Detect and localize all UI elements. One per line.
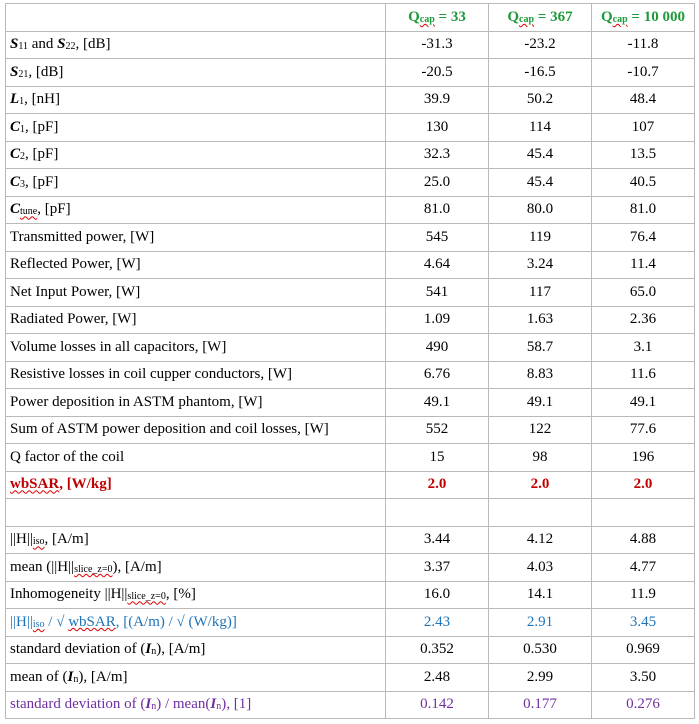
- table-row: [6, 251, 695, 279]
- value-cell: 11.6: [592, 361, 695, 389]
- value-cell: 0.969: [592, 636, 695, 664]
- row-label: Inhomogeneity ||H||slice_z=0, [%]: [6, 581, 386, 609]
- value-cell: 6.76: [386, 361, 489, 389]
- blank-cell: [489, 499, 592, 527]
- row-label: Volume losses in all capacitors, [W]: [6, 334, 386, 362]
- row-label: wbSAR, [W/kg]: [6, 471, 386, 499]
- value-cell: 16.0: [386, 581, 489, 609]
- value-cell: 3.1: [592, 334, 695, 362]
- header-row: [6, 4, 695, 32]
- value-cell: 541: [386, 279, 489, 307]
- value-cell: -11.8: [592, 31, 695, 59]
- row-label: Transmitted power, [W]: [6, 224, 386, 252]
- value-cell: 48.4: [592, 86, 695, 114]
- value-cell: 49.1: [386, 389, 489, 417]
- value-cell: 76.4: [592, 224, 695, 252]
- value-cell: -10.7: [592, 59, 695, 87]
- value-cell: -16.5: [489, 59, 592, 87]
- row-label: standard deviation of (In), [A/m]: [6, 636, 386, 664]
- table-row: [6, 554, 695, 582]
- table-row: [6, 141, 695, 169]
- value-cell: 3.24: [489, 251, 592, 279]
- value-cell: 3.45: [592, 609, 695, 637]
- table-row: [6, 444, 695, 472]
- table-row: [6, 86, 695, 114]
- row-label: standard deviation of (In) / mean(In), [1]: [6, 691, 386, 719]
- value-cell: 2.0: [489, 471, 592, 499]
- value-cell: -31.3: [386, 31, 489, 59]
- value-cell: 45.4: [489, 169, 592, 197]
- value-cell: 40.5: [592, 169, 695, 197]
- value-cell: 0.352: [386, 636, 489, 664]
- row-label: ||H||iso / √ wbSAR, [(A/m) / √ (W/kg)]: [6, 609, 386, 637]
- table-row-wbsar: [6, 471, 695, 499]
- row-label: mean (||H||slice_z=0), [A/m]: [6, 554, 386, 582]
- row-label: S11 and S22, [dB]: [6, 31, 386, 59]
- header-qcap-367: Qcap = 367: [489, 4, 592, 32]
- table-row: [6, 169, 695, 197]
- value-cell: 45.4: [489, 141, 592, 169]
- row-label: Q factor of the coil: [6, 444, 386, 472]
- table-row: [6, 196, 695, 224]
- table-row: [6, 389, 695, 417]
- value-cell: 490: [386, 334, 489, 362]
- row-label: Net Input Power, [W]: [6, 279, 386, 307]
- value-cell: 49.1: [489, 389, 592, 417]
- value-cell: 80.0: [489, 196, 592, 224]
- table-row-ratio: [6, 691, 695, 719]
- blank-cell: [6, 499, 386, 527]
- value-cell: 4.12: [489, 526, 592, 554]
- value-cell: 0.142: [386, 691, 489, 719]
- row-label: C3, [pF]: [6, 169, 386, 197]
- value-cell: 4.64: [386, 251, 489, 279]
- table-row: [6, 114, 695, 142]
- value-cell: 3.50: [592, 664, 695, 692]
- table-row: [6, 31, 695, 59]
- value-cell: -20.5: [386, 59, 489, 87]
- row-label: C2, [pF]: [6, 141, 386, 169]
- value-cell: 122: [489, 416, 592, 444]
- row-label: ||H||iso, [A/m]: [6, 526, 386, 554]
- header-empty-cell: [6, 4, 386, 32]
- row-label: Reflected Power, [W]: [6, 251, 386, 279]
- value-cell: 545: [386, 224, 489, 252]
- table-row: [6, 361, 695, 389]
- value-cell: 8.83: [489, 361, 592, 389]
- table-row: [6, 224, 695, 252]
- value-cell: 2.43: [386, 609, 489, 637]
- value-cell: 11.9: [592, 581, 695, 609]
- row-label: Power deposition in ASTM phantom, [W]: [6, 389, 386, 417]
- header-qcap-33: Qcap = 33: [386, 4, 489, 32]
- value-cell: 3.44: [386, 526, 489, 554]
- value-cell: 0.276: [592, 691, 695, 719]
- table-row: [6, 334, 695, 362]
- value-cell: 81.0: [386, 196, 489, 224]
- value-cell: 2.91: [489, 609, 592, 637]
- value-cell: 58.7: [489, 334, 592, 362]
- value-cell: 4.77: [592, 554, 695, 582]
- row-label: L1, [nH]: [6, 86, 386, 114]
- value-cell: 4.03: [489, 554, 592, 582]
- value-cell: 98: [489, 444, 592, 472]
- value-cell: 65.0: [592, 279, 695, 307]
- value-cell: 11.4: [592, 251, 695, 279]
- table-row: [6, 416, 695, 444]
- value-cell: 1.09: [386, 306, 489, 334]
- table-row: [6, 59, 695, 87]
- value-cell: 50.2: [489, 86, 592, 114]
- row-label: S21, [dB]: [6, 59, 386, 87]
- value-cell: 117: [489, 279, 592, 307]
- row-label: Sum of ASTM power deposition and coil losses, [W]: [6, 416, 386, 444]
- value-cell: 2.0: [592, 471, 695, 499]
- table-row-h-over-sar: [6, 609, 695, 637]
- results-table: [5, 3, 695, 719]
- value-cell: 14.1: [489, 581, 592, 609]
- value-cell: 4.88: [592, 526, 695, 554]
- table-row: [6, 581, 695, 609]
- value-cell: 77.6: [592, 416, 695, 444]
- value-cell: 39.9: [386, 86, 489, 114]
- row-label: Ctune, [pF]: [6, 196, 386, 224]
- value-cell: 2.36: [592, 306, 695, 334]
- value-cell: 13.5: [592, 141, 695, 169]
- value-cell: 3.37: [386, 554, 489, 582]
- value-cell: 0.530: [489, 636, 592, 664]
- row-label: Resistive losses in coil cupper conductors, [W]: [6, 361, 386, 389]
- value-cell: 552: [386, 416, 489, 444]
- value-cell: 49.1: [592, 389, 695, 417]
- value-cell: 2.48: [386, 664, 489, 692]
- table-row: [6, 526, 695, 554]
- value-cell: 119: [489, 224, 592, 252]
- table-row: [6, 636, 695, 664]
- value-cell: 130: [386, 114, 489, 142]
- blank-cell: [386, 499, 489, 527]
- value-cell: 15: [386, 444, 489, 472]
- row-label: mean of (In), [A/m]: [6, 664, 386, 692]
- value-cell: 81.0: [592, 196, 695, 224]
- value-cell: 2.0: [386, 471, 489, 499]
- value-cell: 2.99: [489, 664, 592, 692]
- blank-cell: [592, 499, 695, 527]
- table-row: [6, 279, 695, 307]
- value-cell: 25.0: [386, 169, 489, 197]
- value-cell: 0.177: [489, 691, 592, 719]
- value-cell: 196: [592, 444, 695, 472]
- value-cell: 107: [592, 114, 695, 142]
- value-cell: -23.2: [489, 31, 592, 59]
- blank-row: [6, 499, 695, 527]
- value-cell: 1.63: [489, 306, 592, 334]
- table-row: [6, 306, 695, 334]
- value-cell: 32.3: [386, 141, 489, 169]
- header-qcap-10000: Qcap = 10 000: [592, 4, 695, 32]
- row-label: C1, [pF]: [6, 114, 386, 142]
- row-label: Radiated Power, [W]: [6, 306, 386, 334]
- value-cell: 114: [489, 114, 592, 142]
- table-row: [6, 664, 695, 692]
